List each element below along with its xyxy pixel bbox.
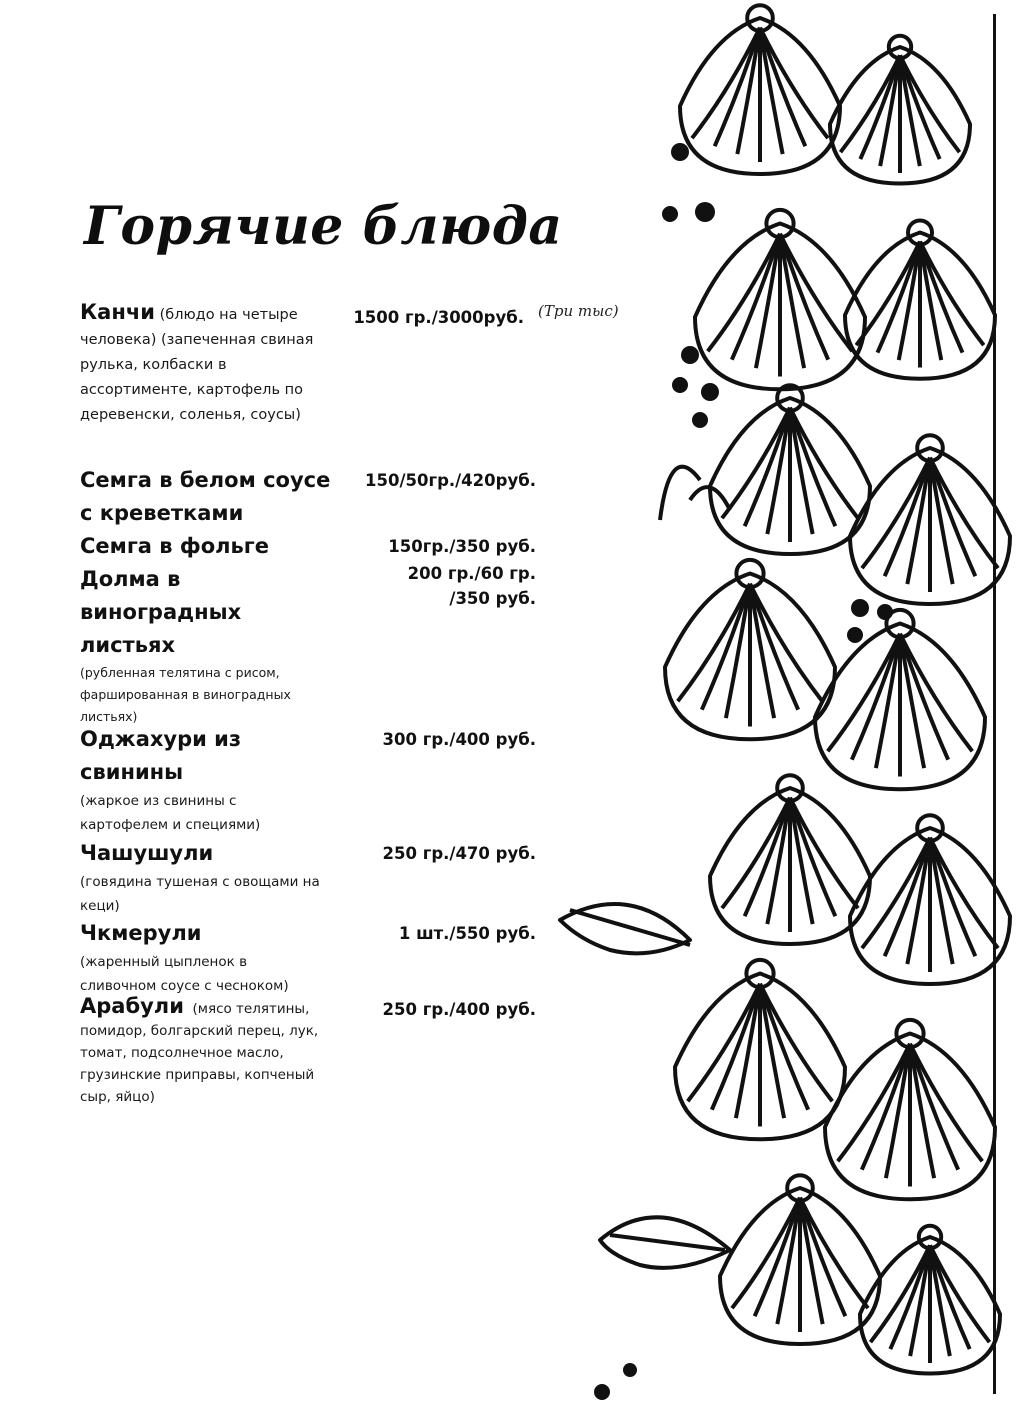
item-description (80, 995, 332, 1108)
dumpling-pleat (910, 1044, 958, 1170)
menu-item-salmon-foil (80, 530, 550, 563)
item-name: Оджахури из свинины (80, 727, 242, 784)
dumpling-pleat (715, 28, 760, 147)
item-name: Чкмерули (80, 921, 202, 945)
dumpling-pleat (712, 984, 760, 1110)
item-price: 1 шт./550 руб. (398, 924, 536, 943)
dumpling-pleat (750, 584, 798, 710)
menu-item-salmon-white-sauce (80, 464, 550, 530)
item-description: (говядина тушеная с овощами на кеци) (80, 874, 320, 914)
hot-dishes-menu (80, 300, 619, 1115)
item-price (408, 561, 536, 611)
page-title: Горячие блюда (84, 196, 563, 257)
khinkali-illustration-icon (540, 0, 1018, 1411)
item-description: (жаренный цыпленок в сливочном соусе с чесноком) (80, 954, 289, 994)
dumpling-pleat (760, 984, 808, 1110)
item-price: 250 гр./400 руб. (382, 1000, 536, 1019)
dumpling-pleat (745, 798, 790, 917)
dumpling-pleat (900, 634, 948, 760)
dumpling-pleat (780, 234, 828, 360)
item-price: 300 гр./400 руб. (382, 730, 536, 749)
item-price: 150/50гр./420руб. (365, 471, 536, 490)
item-price-weight: 200 гр./60 гр. (407, 564, 536, 583)
dumpling-pleat (732, 234, 780, 360)
menu-item-chkmeruli (80, 917, 550, 995)
item-name: Арабули (80, 994, 184, 1018)
item-name: Долма в виноградных листьях (80, 567, 242, 657)
item-description (80, 300, 328, 428)
dumpling-pleat (885, 458, 930, 577)
item-price: 250 гр./470 руб. (382, 844, 536, 863)
item-price-cost: /350 руб. (449, 589, 536, 608)
dumpling-pleat (862, 1044, 910, 1170)
dumpling-pleat (852, 634, 900, 760)
dumpling-pleat (745, 408, 790, 527)
item-description-text: (мясо телятины, помидор, болгарский перец, лук, томат, подсолнечное масло, грузинские приправы, копченый сыр, яйцо) (80, 1001, 319, 1105)
item-name: Семга в белом соусе с креветками (80, 468, 331, 525)
menu-item-chashushuli (80, 837, 550, 917)
handwritten-note: (Три тыс) (538, 302, 619, 320)
dumpling-pleat (885, 838, 930, 957)
item-description-text: (блюдо на четыре человека) (запеченная свиная рулька, колбаски в ассортименте, картофель по деревенски, соленья, соусы) (80, 307, 314, 423)
item-name: Чашушули (80, 841, 214, 865)
dumpling-pleat (755, 1198, 800, 1317)
dumpling-pleat (878, 242, 921, 353)
menu-item-dolma (80, 563, 550, 723)
item-price: 1500 гр./3000руб. (353, 308, 524, 327)
menu-item-kanchi (80, 300, 619, 464)
item-name: Канчи (80, 300, 155, 324)
menu-item-arabuli (80, 995, 550, 1115)
item-name: Семга в фольге (80, 534, 270, 558)
dumpling-pleat (702, 584, 750, 710)
item-description: (рубленная телятина с рисом, фаршированная в виноградных листьях) (80, 665, 291, 724)
menu-item-odjakhuri (80, 723, 550, 837)
item-description: (жаркое из свинины с картофелем и специями) (80, 793, 261, 833)
item-price: 150гр./350 руб. (388, 537, 536, 556)
